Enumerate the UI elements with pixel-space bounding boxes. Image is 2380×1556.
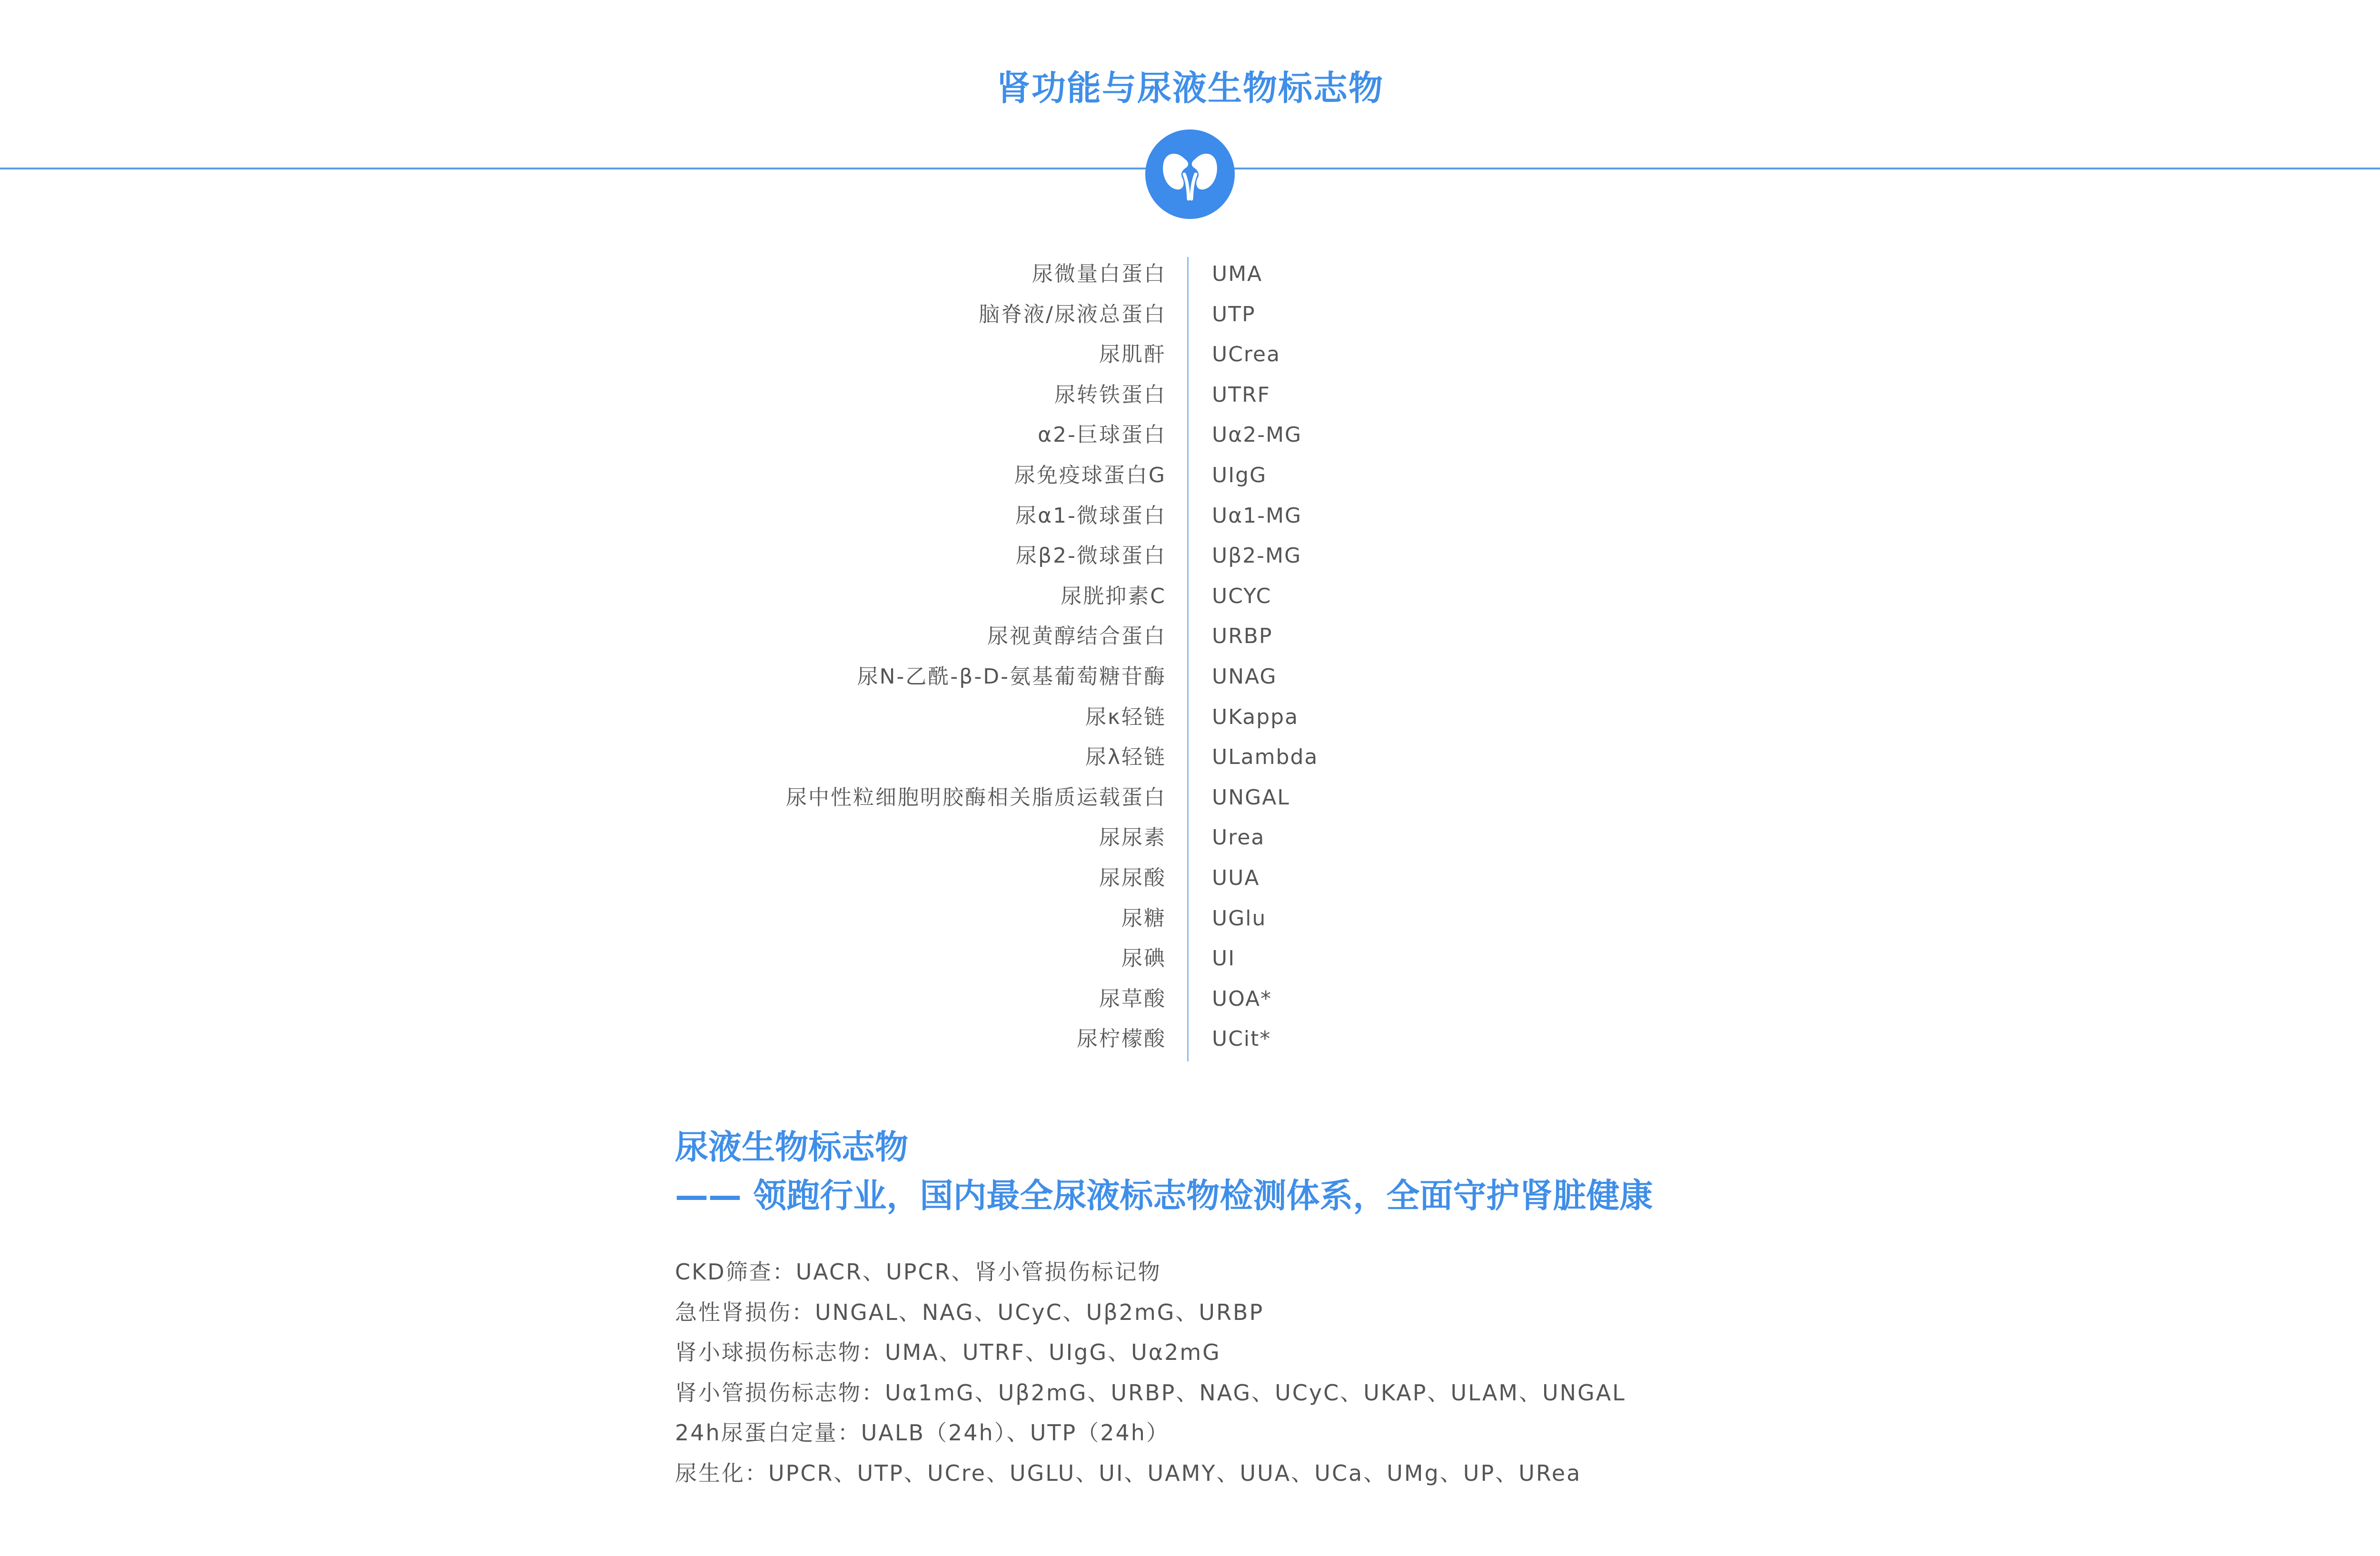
- summary-line: 肾小管损伤标志物：Uα1mG、Uβ2mG、URBP、NAG、UCyC、UKAP、ULAM、UNGAL: [675, 1379, 1626, 1406]
- marker-row: [0, 335, 2380, 375]
- summary-line: 24h尿蛋白定量：UALB（24h）、UTP（24h）: [675, 1420, 1170, 1446]
- marker-abbreviation: UCYC: [1212, 584, 1272, 608]
- summary-line: 肾小球损伤标志物：UMA、UTRF、UIgG、Uα2mG: [675, 1339, 1221, 1366]
- marker-row: [0, 496, 2380, 536]
- marker-row: [0, 415, 2380, 456]
- marker-row: [0, 536, 2380, 576]
- marker-name: 尿糖: [1121, 906, 1166, 931]
- marker-row: [0, 456, 2380, 496]
- marker-abbreviation: UTRF: [1212, 382, 1270, 407]
- marker-row: [0, 899, 2380, 939]
- marker-name: 尿草酸: [1099, 986, 1166, 1011]
- marker-row: [0, 295, 2380, 335]
- marker-name: 尿胱抑素C: [1061, 584, 1166, 608]
- marker-row: [0, 778, 2380, 818]
- kidney-badge: [1145, 129, 1235, 219]
- marker-name: 尿免疫球蛋白G: [1014, 463, 1166, 487]
- kidney-icon: [1145, 129, 1235, 219]
- marker-abbreviation: UKappa: [1212, 704, 1299, 729]
- marker-row: [0, 616, 2380, 657]
- summary-line: 尿生化：UPCR、UTP、UCre、UGLU、UI、UAMY、UUA、UCa、UMg、UP、URea: [675, 1460, 1582, 1486]
- marker-name: 尿碘: [1121, 946, 1166, 971]
- marker-name: 尿λ轻链: [1085, 745, 1166, 770]
- marker-name: 尿尿酸: [1099, 865, 1166, 890]
- marker-abbreviation: UNGAL: [1212, 785, 1290, 810]
- marker-row: [0, 576, 2380, 617]
- marker-abbreviation: UIgG: [1212, 463, 1267, 487]
- marker-name: 尿微量白蛋白: [1032, 262, 1166, 286]
- marker-name: 尿α1-微球蛋白: [1015, 503, 1166, 528]
- marker-abbreviation: UI: [1212, 946, 1236, 971]
- summary-line: 急性肾损伤：UNGAL、NAG、UCyC、Uβ2mG、URBP: [675, 1299, 1264, 1325]
- marker-row: [0, 697, 2380, 738]
- marker-name: 尿转铁蛋白: [1054, 382, 1166, 407]
- page-title: 肾功能与尿液生物标志物: [996, 68, 1384, 108]
- marker-name: 尿尿素: [1099, 825, 1166, 850]
- marker-row: [0, 939, 2380, 979]
- marker-abbreviation: URBP: [1212, 624, 1273, 649]
- summary-line: CKD筛查：UACR、UPCR、肾小管损伤标记物: [675, 1259, 1161, 1285]
- section-subtitle: —— 领跑行业，国内最全尿液标志物检测体系，全面守护肾脏健康: [675, 1176, 1653, 1215]
- marker-name: 尿柠檬酸: [1077, 1027, 1166, 1051]
- marker-name: 尿β2-微球蛋白: [1016, 544, 1166, 568]
- marker-abbreviation: Uα2-MG: [1212, 423, 1302, 447]
- marker-row: [0, 375, 2380, 416]
- marker-abbreviation: UTP: [1212, 302, 1256, 327]
- marker-row: [0, 818, 2380, 858]
- marker-row: [0, 858, 2380, 899]
- marker-list: [0, 254, 2380, 1060]
- marker-row: [0, 657, 2380, 697]
- marker-name: 尿κ轻链: [1085, 704, 1166, 729]
- marker-abbreviation: UGlu: [1212, 906, 1267, 931]
- section-title: 尿液生物标志物: [675, 1128, 908, 1167]
- marker-abbreviation: UCrea: [1212, 342, 1281, 367]
- marker-name: 尿中性粒细胞明胶酶相关脂质运载蛋白: [786, 785, 1166, 810]
- marker-abbreviation: UCit*: [1212, 1027, 1271, 1051]
- marker-abbreviation: Uβ2-MG: [1212, 544, 1302, 568]
- marker-name: 尿肌酐: [1099, 342, 1166, 367]
- marker-row: [0, 254, 2380, 295]
- marker-name: 脑脊液/尿液总蛋白: [979, 302, 1166, 327]
- summary-list: [675, 1252, 1626, 1494]
- marker-abbreviation: ULambda: [1212, 745, 1319, 770]
- marker-abbreviation: UOA*: [1212, 986, 1272, 1011]
- marker-name: 尿视黄醇结合蛋白: [987, 624, 1166, 649]
- marker-abbreviation: UMA: [1212, 262, 1263, 286]
- marker-abbreviation: Urea: [1212, 825, 1265, 850]
- marker-abbreviation: Uα1-MG: [1212, 503, 1302, 528]
- marker-row: [0, 979, 2380, 1020]
- marker-row: [0, 737, 2380, 778]
- marker-name: α2-巨球蛋白: [1038, 423, 1166, 447]
- marker-row: [0, 1019, 2380, 1060]
- marker-abbreviation: UUA: [1212, 865, 1260, 890]
- marker-name: 尿N-乙酰-β-D-氨基葡萄糖苷酶: [857, 664, 1166, 689]
- marker-abbreviation: UNAG: [1212, 664, 1277, 689]
